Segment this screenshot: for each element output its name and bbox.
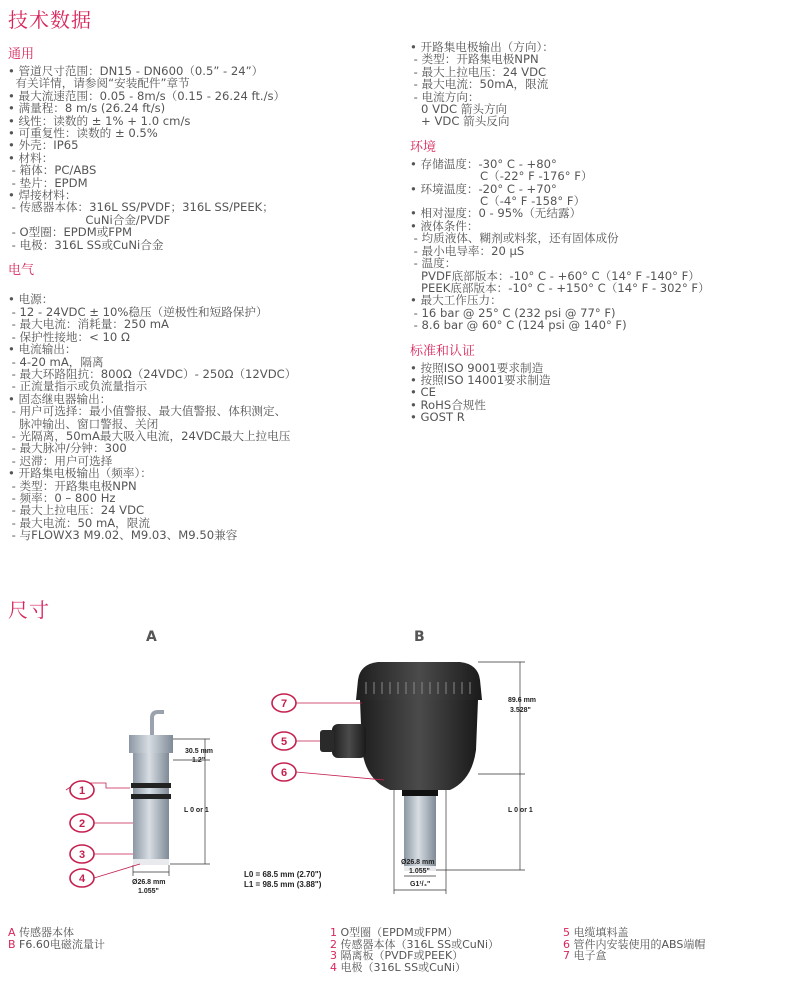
spec-line: C（-4° F -158° F） bbox=[410, 194, 586, 209]
spec-line: • 相对湿度：0 - 95%（无结露） bbox=[410, 206, 582, 221]
legend-text: 电缆填料盖 bbox=[570, 926, 629, 939]
spec-line: • RoHS合规性 bbox=[410, 397, 487, 412]
legend-item bbox=[563, 950, 705, 962]
spec-line: - 4-20 mA，隔离 bbox=[8, 354, 104, 369]
legend-text: 传感器本体 bbox=[15, 926, 75, 939]
figure-a-label: A bbox=[146, 629, 157, 645]
dimension-drawing bbox=[0, 640, 800, 900]
b-thread: G1¹/₄" bbox=[410, 881, 431, 888]
spec-line: • 开路集电极输出（频率）： bbox=[8, 466, 152, 481]
spec-line: - 最大上拉电压：24 VDC bbox=[410, 64, 547, 79]
spec-line: • 按照ISO 9001要求制造 bbox=[410, 360, 544, 375]
spec-line: - 频率：0 – 800 Hz bbox=[8, 490, 116, 505]
b-dim-l: L 0 or 1 bbox=[508, 807, 533, 814]
page-title: 技术数据 bbox=[8, 8, 92, 32]
spec-line: - 与FLOWX3 M9.02、M9.03、M9.50兼容 bbox=[8, 528, 238, 543]
spec-line: • 开路集电极输出（方向）： bbox=[410, 40, 554, 54]
spec-section bbox=[410, 136, 800, 332]
b-dim-top-in: 3.528" bbox=[510, 707, 531, 714]
legend-col3 bbox=[563, 927, 705, 962]
spec-line: - 电流方向： bbox=[410, 89, 480, 104]
spec-line: - 正流量指示或负流量指示 bbox=[8, 379, 148, 394]
callout-2: 2 bbox=[78, 818, 86, 830]
spec-column-left bbox=[8, 41, 403, 550]
spec-line: • 焊接材料： bbox=[8, 188, 77, 203]
spec-line: - 类型：开路集电极NPN bbox=[410, 52, 539, 67]
spec-line: • 按照ISO 14001要求制造 bbox=[410, 372, 551, 387]
spec-line: • 外壳：IP65 bbox=[8, 138, 79, 153]
callout-6: 6 bbox=[280, 767, 288, 779]
spec-line: PVDF底部版本：-10° C - +60° C（14° F -140° F） bbox=[410, 268, 700, 283]
spec-line: • 固态继电器输出： bbox=[8, 391, 112, 406]
a-dia: Ø26.8 mm bbox=[132, 879, 166, 886]
legend-key: B bbox=[8, 937, 16, 951]
spec-line: - 垫片：EPDM bbox=[8, 175, 88, 190]
spec-line: - O型圈：EPDM或FPM bbox=[8, 225, 132, 240]
callout-7: 7 bbox=[280, 698, 288, 710]
spec-line: - 均质液体、糊剂或料浆，还有固体成份 bbox=[410, 231, 619, 246]
spec-line: - 最大环路阻抗：800Ω（24VDC）- 250Ω（12VDC） bbox=[8, 366, 297, 381]
legend-key: 5 bbox=[563, 926, 570, 939]
spec-line: • 电流输出： bbox=[8, 342, 77, 357]
spec-line: - 16 bar @ 25° C (232 psi @ 77° F) bbox=[410, 305, 616, 320]
dimensions-title: 尺寸 bbox=[8, 598, 50, 622]
spec-line: - 最大电流：50 mA，限流 bbox=[8, 515, 150, 530]
spec-line: - 最大脉冲/分钟：300 bbox=[8, 441, 127, 456]
b-dia-in: 1.055" bbox=[409, 868, 430, 875]
section-heading: 标准和认证 bbox=[410, 343, 476, 359]
spec-line: - 最大电流：消耗量：250 mA bbox=[8, 317, 169, 332]
figure-b-label: B bbox=[414, 629, 425, 645]
legend-text: 电极（316L SS或CuNi） bbox=[337, 960, 467, 974]
spec-line: - 最大电流：50mA，限流 bbox=[410, 77, 549, 92]
legend-key: 2 bbox=[330, 937, 337, 951]
spec-line: - 最大上拉电压：24 VDC bbox=[8, 503, 145, 518]
legend-key: 3 bbox=[330, 949, 337, 963]
spec-line: • 满量程：8 m/s (26.24 ft/s) bbox=[8, 101, 166, 116]
spec-line: • 电源： bbox=[8, 292, 54, 307]
spec-section bbox=[8, 43, 403, 251]
spec-line: PEEK底部版本：-10° C - +150° C（14° F - 302° F） bbox=[410, 280, 710, 295]
spec-line: • 液体条件： bbox=[410, 218, 479, 233]
spec-line: - 传感器本体：316L SS/PVDF；316L SS/PEEK； bbox=[8, 200, 274, 215]
spec-line: • 最大工作压力： bbox=[410, 293, 502, 308]
spec-section bbox=[410, 41, 800, 128]
legend-key: 4 bbox=[330, 960, 337, 974]
spec-line: - 温度： bbox=[410, 256, 457, 271]
spec-line: - 箱体：PC/ABS bbox=[8, 163, 97, 178]
spec-line: • 最大流速范围：0.05 - 8m/s（0.15 - 26.24 ft./s） bbox=[8, 88, 286, 103]
spec-line: 有关详情，请参阅“安装配件”章节 bbox=[8, 76, 190, 91]
spec-section bbox=[410, 340, 800, 424]
spec-line: • 可重复性：读数的 ± 0.5% bbox=[8, 126, 158, 141]
spec-line: - 电极：316L SS或CuNi合金 bbox=[8, 237, 164, 252]
callouts-a bbox=[66, 781, 140, 887]
l0-value: L0 = 68.5 mm (2.70") bbox=[244, 870, 322, 879]
legend-key: 7 bbox=[563, 949, 570, 963]
spec-line: 脉冲输出、窗口警报、关闭 bbox=[8, 416, 159, 431]
spec-section bbox=[8, 259, 403, 542]
spec-line: - 类型：开路集电极NPN bbox=[8, 478, 137, 493]
b-dia: Ø26.8 mm bbox=[401, 859, 435, 866]
legend-item bbox=[8, 939, 105, 951]
legend-text: 管件内安装使用的ABS端帽 bbox=[570, 937, 706, 951]
legend-key: 6 bbox=[563, 937, 570, 951]
spec-column-right bbox=[410, 41, 800, 432]
legend-col1 bbox=[8, 927, 105, 950]
legend-text: O型圈（EPDM或FPM） bbox=[337, 926, 459, 939]
spec-line: - 12 - 24VDC ± 10%稳压（逆极性和短路保护） bbox=[8, 304, 268, 319]
l1-value: L1 = 98.5 mm (3.88") bbox=[244, 880, 322, 889]
spec-line: C（-22° F -176° F） bbox=[410, 169, 593, 184]
spec-line: • GOST R bbox=[410, 410, 465, 425]
a-dim-l: L 0 or 1 bbox=[184, 807, 209, 814]
callout-4: 4 bbox=[78, 873, 86, 885]
legend-item bbox=[330, 962, 499, 974]
spec-line: CuNi合金/PVDF bbox=[8, 212, 171, 227]
a-dim-top: 30.5 mm bbox=[185, 748, 214, 755]
section-heading: 通用 bbox=[8, 47, 35, 62]
spec-line: - 保护性接地：< 10 Ω bbox=[8, 329, 130, 344]
b-dim-top: 89.6 mm bbox=[508, 697, 537, 704]
spec-line: - 光隔离，50mA最大吸入电流，24VDC最大上拉电压 bbox=[8, 428, 291, 443]
a-dia-in: 1.055" bbox=[138, 888, 159, 895]
callout-1: 1 bbox=[78, 785, 86, 797]
spec-line: • 管道尺寸范围：DN15 - DN600（0.5” - 24”） bbox=[8, 64, 264, 78]
spec-line: - 用户可选择：最小值警报、最大值警报、体积测定、 bbox=[8, 404, 287, 419]
section-heading: 环境 bbox=[410, 139, 437, 155]
section-heading: 电气 bbox=[8, 263, 35, 279]
spec-line: + VDC 箭头反向 bbox=[410, 114, 510, 129]
spec-line: - 8.6 bar @ 60° C (124 psi @ 140° F) bbox=[410, 318, 627, 333]
legend-text: 电子盒 bbox=[570, 949, 607, 963]
spec-line: • 材料： bbox=[8, 150, 54, 165]
callout-3: 3 bbox=[78, 849, 86, 861]
sensor-a-drawing bbox=[129, 712, 213, 895]
legend-key: A bbox=[8, 926, 16, 939]
spec-line: • 线性：读数的 ± 1% + 1.0 cm/s bbox=[8, 113, 191, 128]
callout-5: 5 bbox=[280, 736, 288, 748]
spec-line: - 最小电导率：20 μS bbox=[410, 243, 525, 258]
spec-line: 0 VDC 箭头方向 bbox=[410, 102, 508, 117]
legend-col2 bbox=[330, 927, 499, 973]
spec-line: • 环境温度：-20° C - +70° bbox=[410, 181, 557, 196]
spec-line: - 迟滞：用户可选择 bbox=[8, 453, 113, 468]
legend-text: 传感器本体（316L SS或CuNi） bbox=[337, 937, 500, 951]
spec-line bbox=[8, 281, 403, 293]
spec-line: • CE bbox=[410, 385, 436, 400]
legend-text: 隔离板（PVDF或PEEK） bbox=[337, 949, 464, 963]
spec-line: • 存储温度：-30° C - +80° bbox=[410, 156, 557, 171]
legend-key: 1 bbox=[330, 926, 337, 939]
a-dim-top-in: 1.2" bbox=[192, 757, 206, 764]
legend-text: F6.60电磁流量计 bbox=[15, 937, 105, 951]
